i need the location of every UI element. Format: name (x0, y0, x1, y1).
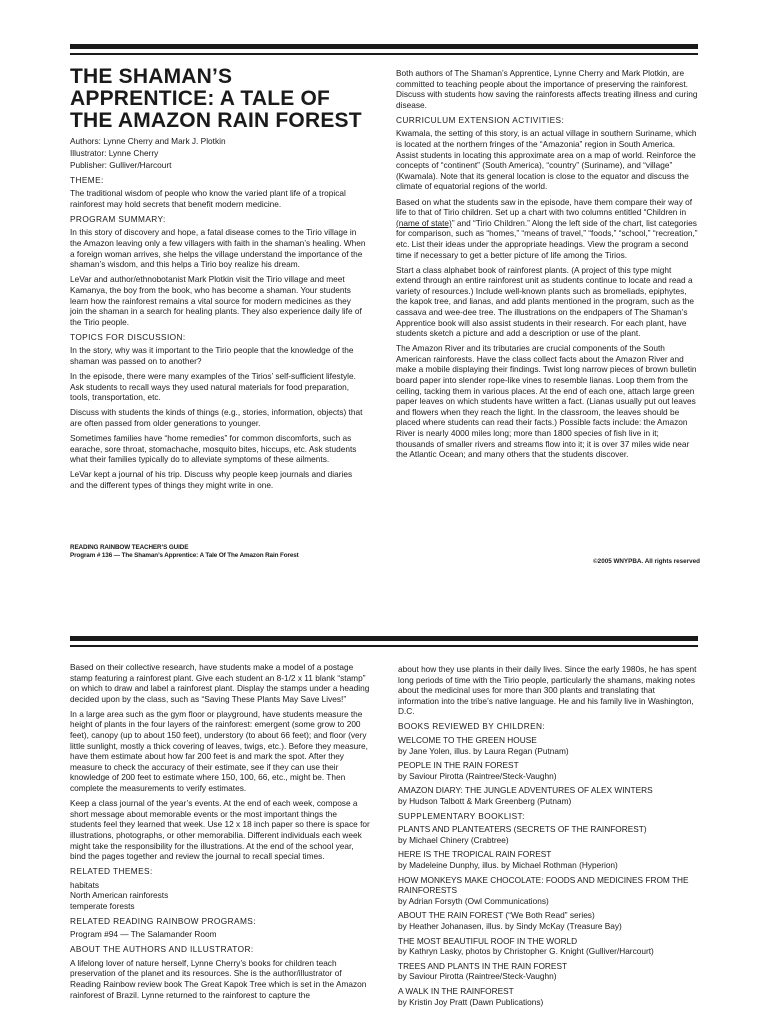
footer-program-line: Program # 136 — The Shaman’s Apprentice: A Tale Of The Amazon Rain Forest (70, 552, 299, 559)
book-entry (398, 875, 698, 907)
activity-paragraph: Keep a class journal of the year’s events. At the end of each week, compose a short message about memorable events or the most important things the students feel they learned that week. Use 12 x 18 inch paper so there is space for illustrations, photographs, or other memorabilia. Different individuals each week might take the responsibility for the illustrations. At the end of the school year, bind the pages together and review the journal to recall special times. (70, 798, 370, 862)
topic-item: LeVar kept a journal of his trip. Discuss why people keep journals and diaries and the different types of things they might write in one. (70, 469, 353, 490)
page1-top-rule-thin (70, 53, 698, 55)
page2-right-column (398, 664, 698, 1011)
activity-text: ” and “Tirio Children.” Along the left side of the chart, list categories for comparison, such as “homes,” “means of travel,” “foods,” “school,” “recreation,” etc. List their ideas under the appropriate headings. View the program a second time if necessary to get a better picture of life among the Tirios. (396, 217, 698, 260)
book-author: by Madeleine Dunphy, illus. by Michael Rothman (Hyperion) (398, 860, 618, 870)
book-title: HOW MONKEYS MAKE CHOCOLATE: FOODS AND MEDICINES FROM THE RAINFORESTS (398, 874, 689, 896)
book-title: A WALK IN THE RAINFOREST (398, 985, 514, 996)
related-program: Program #94 — The Salamander Room (70, 929, 217, 940)
theme-heading: THEME: (70, 174, 104, 185)
activity-text: Based on what the students saw in the episode, have them compare their way of life to that of Tirio children. Set up a chart with two columns entitled “Children in (396, 196, 693, 218)
copyright-notice: ©2005 WNYPBA. All rights reserved (593, 558, 700, 565)
book-entry (398, 760, 698, 781)
book-title: AMAZON DIARY: THE JUNGLE ADVENTURES OF ALEX WINTERS (398, 785, 653, 796)
related-programs-heading: RELATED READING RAINBOW PROGRAMS: (70, 915, 256, 926)
book-author: by Saviour Pirotta (Raintree/Steck-Vaughn) (398, 971, 557, 982)
summary-paragraph: In this story of discovery and hope, a fatal disease comes to the Tirio village in the Amazon leaving only a few villagers with faith in the shaman’s healing. When a foreign woman arrives, she helps the village understand the importance of the shaman’s wisdom, and this helps a Tirio boy realize his dream. (70, 227, 366, 270)
topics-heading: TOPICS FOR DISCUSSION: (70, 331, 186, 342)
book-title: ABOUT THE RAIN FOREST (“We Both Read” series) (398, 910, 595, 921)
activity-paragraph (396, 197, 698, 261)
book-author: by Kathryn Lasky, photos by Christopher G. Knight (Gulliver/Harcourt) (398, 946, 654, 957)
book-author: by Heather Johanasen, illus. by Sindy McKay (Treasure Bay) (398, 920, 622, 931)
curriculum-heading: CURRICULUM EXTENSION ACTIVITIES: (396, 114, 565, 125)
book-title: PLANTS AND PLANTEATERS (SECRETS OF THE RAINFOREST) (398, 824, 647, 835)
page2-left-column (70, 662, 370, 1005)
related-themes-list (70, 880, 370, 912)
book-entry (398, 936, 698, 957)
topic-item: In the episode, there were many examples of the Tirios’ self-sufficient lifestyle. Ask students to recall ways they used natural materials for food preparation, tools, transportation, etc. (70, 371, 356, 403)
supplementary-booklist-heading: SUPPLEMENTARY BOOKLIST: (398, 810, 525, 821)
book-entry (398, 849, 698, 870)
list-item: temperate forests (70, 900, 135, 911)
book-title: THE MOST BEAUTIFUL ROOF IN THE WORLD (398, 935, 578, 946)
authors-line: Authors: Lynne Cherry and Mark J. Plotkin (70, 136, 226, 146)
page1-right-column (396, 68, 698, 464)
page-title: THE SHAMAN’S APPRENTICE: A TALE OF THE AMAZON RAIN FOREST (70, 65, 362, 132)
activity-paragraph: The Amazon River and its tributaries are crucial components of the South American rainforests. Have the class collect facts about the Amazon River and make a mobile displaying their findings. Twist long narrow pieces of brown bulletin board paper into slender rope-like vines to resemble lianas. Loop them from the ceiling, tacking them in various places. At the end of each one, attach large green paper leaves on which students have written a fact. (Lianas usually put out leaves and flowers when they reach the light. In the classroom, the leaves should be placed where students can read their facts.) Possible facts include: the Amazon River is nearly 4000 miles long; more than 1800 species of fish live in it; thousands of smaller rivers and streams flow into it; it is over 37 miles wide near the Atlantic Ocean; and many others that the students discover. (396, 343, 697, 460)
about-authors-heading: ABOUT THE AUTHORS AND ILLUSTRATOR: (70, 944, 254, 955)
book-entry (398, 961, 698, 982)
activity-paragraph: Kwamala, the setting of this story, is an actual village in southern Suriname, which is located at the northern fringes of the “Amazonia” region in South America. Assist students in locating this approximate area on a map of world. Reinforce the concepts of “continent” (South America), “country” (Suriname), and “village” (Kwamala). Note that its general location is close to the equator and discuss the climate of equatorial regions of the world. (396, 128, 697, 192)
theme-text: The traditional wisdom of people who know the varied plant life of a tropical rainforest may hold secrets that benefit modern medicine. (70, 188, 346, 209)
author-bio-continued: about how they use plants in their daily lives. Since the early 1980s, he has spent long periods of time with the Tirio people, particularly the shamans, making notes about the medicinal uses for more than 300 plants and translating that information into the tribe’s native language. He and his family live in Washington, D.C. (398, 664, 697, 717)
book-author: by Jane Yolen, illus. by Laura Regan (Putnam) (398, 745, 569, 756)
intro-paragraph: Both authors of The Shaman’s Apprentice, Lynne Cherry and Mark Plotkin, are committed to teaching people about the importance of preserving the rainforest. Discuss with students how saving the rainforests affects treating illness and curing disease. (396, 68, 698, 110)
page2-top-rule-thick (70, 636, 698, 641)
publisher-line: Publisher: Gulliver/Harcourt (70, 160, 172, 171)
related-themes-heading: RELATED THEMES: (70, 866, 153, 877)
page1-left-column (70, 66, 366, 495)
book-author: by Adrian Forsyth (Owl Communications) (398, 895, 549, 906)
book-title: HERE IS THE TROPICAL RAIN FOREST (398, 849, 552, 860)
book-author: by Kristin Joy Pratt (Dawn Publications) (398, 996, 544, 1007)
activity-paragraph: In a large area such as the gym floor or playground, have students measure the height of plants in the four layers of the rainforest: emergent (some grow to 200 feet), canopy (up to about 150 feet), understory (to about 66 feet); and floor (very little sunlight, mostly a thick covering of leaves, twigs, etc.). Before they measure, have them estimate about how far 200 feet is and mark the spot. After they measure to check the accuracy of their estimate, see if they can use their knowledge of 200 feet to estimate where 150, 100, 66, etc., might be. Then complete the measurements to verify estimates. (70, 708, 368, 794)
summary-paragraph: LeVar and author/ethnobotanist Mark Plotkin visit the Tirio village and meet Kamanya, the boy from the book, who has become a shaman. Your students learn how the rainforest remains a vital source for modern medicines as they join the shaman in a search for healing plants. They also experience daily life of the Tirio people. (70, 274, 362, 327)
book-author: by Hudson Talbott & Mark Greenberg (Putnam) (398, 796, 572, 807)
list-item: North American rainforests (70, 890, 169, 901)
activity-paragraph: Start a class alphabet book of rainforest plants. (A project of this type might extend through an entire rainforest unit as students continue to locate and read a variety of resources.) Include well-known plants such as bromeliads, epiphytes, the kapok tree, and lianas, and add plants mentioned in the program, such as the cassava and wee-dee tree. The illustrations on the endpapers of The Shaman’s Apprentice book will also assist students in their research. For each plant, have students sketch a picture and add a description or use of the plant. (396, 264, 694, 339)
name-of-state-blank: (name of state) (396, 217, 452, 228)
books-reviewed-heading: BOOKS REVIEWED BY CHILDREN: (398, 721, 546, 732)
topic-item: Sometimes families have “home remedies” for common discomforts, such as earache, sore throat, stomachache, mosquito bites, hiccups, etc. Ask students what their families typically do to alleviate symptoms of these ailments. (70, 433, 357, 465)
illustrator-line: Illustrator: Lynne Cherry (70, 148, 159, 159)
book-author: by Saviour Pirotta (Raintree/Steck-Vaughn) (398, 770, 557, 781)
activity-paragraph: Based on their collective research, have students make a model of a postage stamp featuring a rainforest plant. Give each student an 8-1/2 x 11 blank “stamp” on which to draw and label a rainforest plant. Display the stamps under a heading decided upon by the class, such as “Saving These Plants May Save Lives!” (70, 662, 370, 704)
book-entry (398, 986, 698, 1007)
book-title: TREES AND PLANTS IN THE RAIN FOREST (398, 960, 568, 971)
program-summary-heading: PROGRAM SUMMARY: (70, 213, 166, 224)
page2-top-rule-thin (70, 645, 698, 647)
about-authors-text: A lifelong lover of nature herself, Lynne Cherry’s books for children teach preservation of the planet and its resources. She is the author/illustrator of Reading Rainbow review book The Great Kapok Tree which is set in the Amazon rainforest of Brazil. Lynne returned to the rainforest to capture the (70, 957, 367, 1000)
page1-top-rule-thick (70, 44, 698, 49)
book-entry (398, 824, 698, 845)
topic-item: Discuss with students the kinds of things (e.g., stories, information, objects) that are often passed from older generations to younger. (70, 407, 363, 428)
book-entry (398, 785, 698, 806)
topic-item: In the story, why was it important to the Tirio people that the knowledge of the shaman was passed on to another? (70, 345, 354, 367)
book-title: PEOPLE IN THE RAIN FOREST (398, 760, 519, 771)
book-title: WELCOME TO THE GREEN HOUSE (398, 735, 537, 746)
guide-footer (70, 544, 299, 560)
book-entry (398, 910, 698, 931)
book-author: by Michael Chinery (Crabtree) (398, 834, 509, 845)
list-item: habitats (70, 879, 100, 890)
book-entry (398, 735, 698, 756)
footer-guide-title: READING RAINBOW TEACHER’S GUIDE (70, 544, 189, 551)
